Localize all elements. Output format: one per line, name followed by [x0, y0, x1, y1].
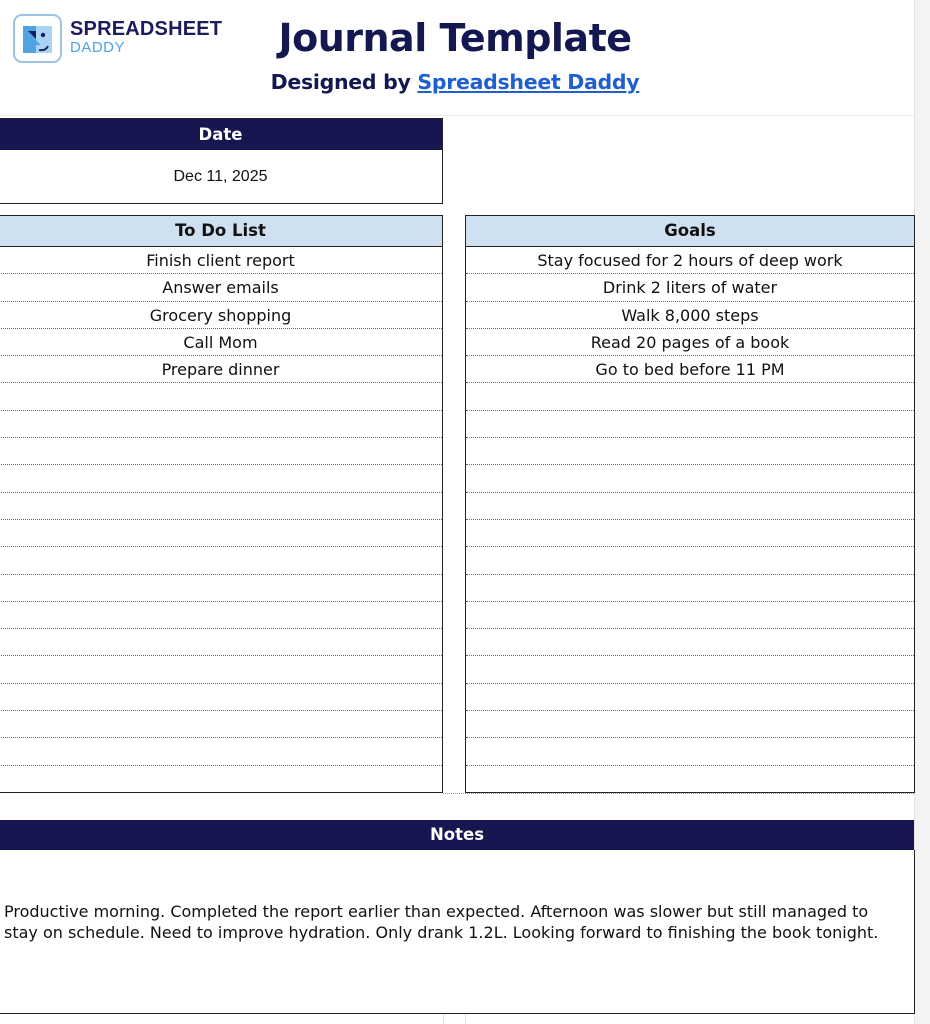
goal-item[interactable]: [466, 684, 914, 711]
goal-item[interactable]: Stay focused for 2 hours of deep work: [466, 247, 914, 274]
grid-line: [443, 1014, 444, 1024]
goal-item[interactable]: [466, 383, 914, 410]
notes-header: Notes: [0, 820, 914, 850]
goal-item[interactable]: [466, 438, 914, 465]
todo-list-item[interactable]: [0, 629, 442, 656]
todo-list-item[interactable]: [0, 575, 442, 602]
todo-list-item[interactable]: [0, 547, 442, 574]
todo-list-item[interactable]: Answer emails: [0, 274, 442, 301]
goal-item[interactable]: [466, 656, 914, 683]
todo-list-header: To Do List: [0, 216, 442, 247]
goals-header: Goals: [466, 216, 914, 247]
todo-list-table: [0, 215, 443, 793]
goal-item[interactable]: [466, 602, 914, 629]
todo-list-item[interactable]: [0, 711, 442, 738]
brand-name-line2: DADDY: [70, 39, 126, 56]
todo-list-item[interactable]: [0, 766, 442, 793]
todo-list-item[interactable]: [0, 656, 442, 683]
sheet-right-gutter: [914, 0, 930, 1024]
goal-item[interactable]: [466, 411, 914, 438]
page-title: Journal Template: [278, 16, 632, 60]
todo-list-item[interactable]: [0, 383, 442, 410]
goal-item[interactable]: [466, 629, 914, 656]
todo-list-rows: [0, 247, 442, 793]
goal-item[interactable]: [466, 547, 914, 574]
notes-text: Productive morning. Completed the report earlier than expected. Afternoon was slower but still managed to stay on schedule. Need to improve hydration. Only drank 1.2L. Looking forward to finishing the book tonight.: [4, 902, 879, 942]
goal-item[interactable]: [466, 766, 914, 793]
date-cell[interactable]: Dec 11, 2025: [173, 168, 268, 185]
todo-list-item[interactable]: Prepare dinner: [0, 356, 442, 383]
todo-list-item[interactable]: Call Mom: [0, 329, 442, 356]
designer-link[interactable]: Spreadsheet Daddy: [417, 70, 640, 94]
goal-item[interactable]: Walk 8,000 steps: [466, 302, 914, 329]
brand-wordmark: [70, 14, 222, 55]
page-subtitle: [200, 70, 710, 94]
goals-rows: [466, 247, 914, 793]
goal-item[interactable]: [466, 711, 914, 738]
subtitle-prefix: Designed by: [270, 70, 418, 94]
goal-item[interactable]: [466, 465, 914, 492]
brand-name-line1: SPREADSHEET: [70, 18, 223, 40]
date-block: [0, 118, 443, 204]
grid-line: [443, 793, 914, 794]
todo-list-item[interactable]: [0, 738, 442, 765]
brand-logo[interactable]: [13, 14, 222, 63]
goal-item[interactable]: Drink 2 liters of water: [466, 274, 914, 301]
todo-list-item[interactable]: Grocery shopping: [0, 302, 442, 329]
grid-line: [465, 1014, 466, 1024]
goal-item[interactable]: [466, 575, 914, 602]
goals-table: [465, 215, 915, 793]
todo-list-item[interactable]: [0, 438, 442, 465]
spreadsheet-daddy-logo-icon: [13, 14, 62, 63]
goal-item[interactable]: [466, 520, 914, 547]
header-divider: [0, 115, 914, 116]
todo-list-item[interactable]: [0, 493, 442, 520]
todo-list-item[interactable]: [0, 684, 442, 711]
goal-item[interactable]: [466, 738, 914, 765]
goal-item[interactable]: Read 20 pages of a book: [466, 329, 914, 356]
todo-list-item[interactable]: Finish client report: [0, 247, 442, 274]
goal-item[interactable]: Go to bed before 11 PM: [466, 356, 914, 383]
todo-list-item[interactable]: [0, 602, 442, 629]
todo-list-item[interactable]: [0, 411, 442, 438]
todo-list-item[interactable]: [0, 520, 442, 547]
goal-item[interactable]: [466, 493, 914, 520]
todo-list-item[interactable]: [0, 465, 442, 492]
date-header: Date: [0, 119, 442, 150]
notes-cell[interactable]: [0, 850, 915, 1014]
